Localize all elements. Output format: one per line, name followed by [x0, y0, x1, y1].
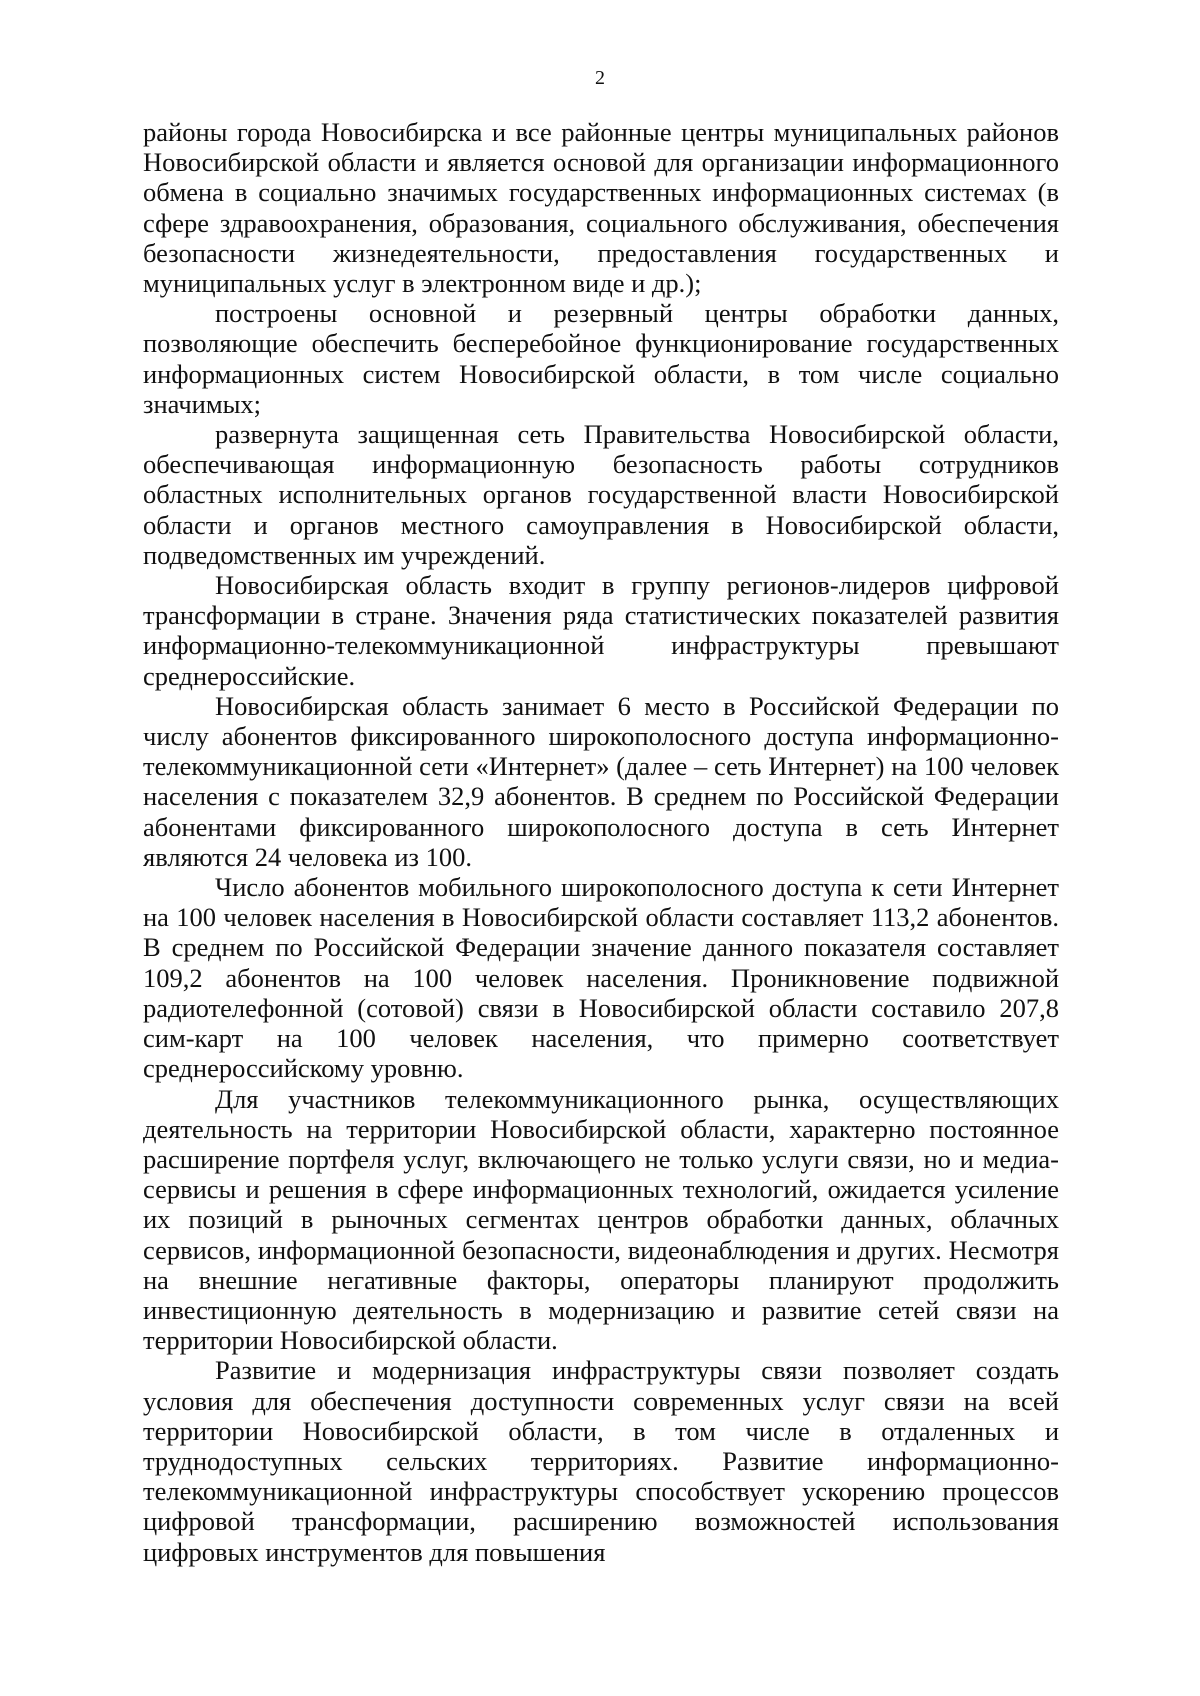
paragraph-region-leaders: Новосибирская область входит в группу регионов-лидеров цифровой трансформации в стране. Значения ряда статистических показателей развития информационно-телекоммуникационной инфраструктуры превышают среднероссийские. — [143, 570, 1059, 691]
paragraph-mobile-broadband: Число абонентов мобильного широкополосного доступа к сети Интернет на 100 человек населения в Новосибирской области составляет 113,2 абонентов. В среднем по Российской Федерации значение данного показателя составляет 109,2 абонентов на 100 человек населения. Проникновение подвижной радиотелефонной (сотовой) связи в Новосибирской области составило 207,8 сим-карт на 100 человек населения, что примерно соответствует среднероссийскому уровню. — [143, 872, 1059, 1084]
paragraph-fixed-broadband: Новосибирская область занимает 6 место в Российской Федерации по числу абонентов фиксированного широкополосного доступа информационно-телекоммуникационной сети «Интернет» (далее – сеть Интернет) на 100 человек населения с показателем 32,9 абонентов. В среднем по Российской Федерации абонентами фиксированного широкополосного доступа в сеть Интернет являются 24 человека из 100. — [143, 690, 1059, 872]
paragraph-telecom-market: Для участников телекоммуникационного рынка, осуществляющих деятельность на территории Новосибирской области, характерно постоянное расширение портфеля услуг, включающего не только услуги связи, но и медиа-сервисы и решения в сфере информационных технологий, ожидается усиление их позиций в рыночных сегментах центров обработки данных, облачных сервисов, информационной безопасности, видеонаблюдения и других. Несмотря на внешние негативные факторы, операторы планируют продолжить инвестиционную деятельность в модернизацию и развитие сетей связи на территории Новосибирской области. — [143, 1083, 1059, 1356]
paragraph-data-centers: построены основной и резервный центры обработки данных, позволяющие обеспечить бесперебойное функционирование государственных информационных систем Новосибирской области, в том числе социально значимых; — [143, 298, 1059, 419]
document-body — [143, 117, 1059, 1567]
paragraph-continuation: районы города Новосибирска и все районные центры муниципальных районов Новосибирской области и является основой для организации информационного обмена в социально значимых государственных информационных системах (в сфере здравоохранения, образования, социального обслуживания, обеспечения безопасности жизнедеятельности, предоставления государственных и муниципальных услуг в электронном виде и др.); — [143, 117, 1059, 299]
paragraph-secure-network: развернута защищенная сеть Правительства Новосибирской области, обеспечивающая информационную безопасность работы сотрудников областных исполнительных органов государственной власти Новосибирской области и органов местного самоуправления в Новосибирской области, подведомственных им учреждений. — [143, 419, 1059, 570]
page-number: 2 — [595, 67, 605, 89]
paragraph-infrastructure-development: Развитие и модернизация инфраструктуры связи позволяет создать условия для обеспечения доступности современных услуг связи на всей территории Новосибирской области, в том числе в отдаленных и труднодоступных сельских территориях. Развитие информационно-телекоммуникационной инфраструктуры способствует ускорению процессов цифровой трансформации, расширению возможностей использования цифровых инструментов для повышения — [143, 1355, 1059, 1567]
